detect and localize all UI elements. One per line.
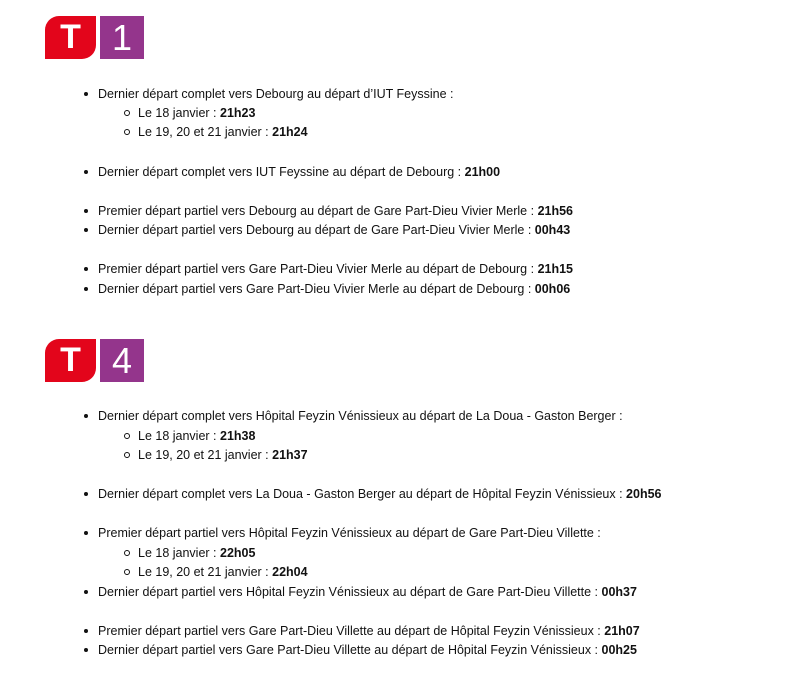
list-item: Dernier départ partiel vers Debourg au départ de Gare Part-Dieu Vivier Merle : 00h43 <box>98 223 571 237</box>
sub-list-item: Le 19, 20 et 21 janvier : 21h24 <box>138 125 308 139</box>
tram-mode-icon: T <box>45 16 96 59</box>
sub-list-item: Le 19, 20 et 21 janvier : 21h37 <box>138 448 308 462</box>
line-number: 1 <box>100 16 144 59</box>
tram-mode-icon: T <box>45 339 96 382</box>
list-item: Premier départ partiel vers Debourg au départ de Gare Part-Dieu Vivier Merle : 21h56 <box>98 204 574 218</box>
list-item: Dernier départ complet vers IUT Feyssine au départ de Debourg : 21h00 <box>98 165 501 179</box>
list-item: Premier départ partiel vers Gare Part-Dieu Vivier Merle au départ de Debourg : 21h15 <box>98 262 574 276</box>
list-item: Dernier départ complet vers La Doua - Gaston Berger au départ de Hôpital Feyzin Vénissieux : 20h56 <box>98 487 662 501</box>
list-item: Dernier départ complet vers Debourg au départ d’IUT Feyssine : <box>98 87 454 101</box>
sub-list-item: Le 18 janvier : 21h38 <box>138 429 256 443</box>
list-item: Dernier départ partiel vers Gare Part-Dieu Vivier Merle au départ de Debourg : 00h06 <box>98 282 571 296</box>
line-number: 4 <box>100 339 144 382</box>
sub-list-item: Le 18 janvier : 22h05 <box>138 546 256 560</box>
sub-list-item: Le 19, 20 et 21 janvier : 22h04 <box>138 565 308 579</box>
list-item: Premier départ partiel vers Hôpital Feyzin Vénissieux au départ de Gare Part-Dieu Villette : <box>98 526 601 540</box>
list-item: Premier départ partiel vers Gare Part-Dieu Villette au départ de Hôpital Feyzin Vénissieux : 21h07 <box>98 624 640 638</box>
list-item: Dernier départ partiel vers Hôpital Feyzin Vénissieux au départ de Gare Part-Dieu Villette : 00h37 <box>98 585 637 599</box>
list-item: Dernier départ partiel vers Gare Part-Dieu Villette au départ de Hôpital Feyzin Vénissieux : 00h25 <box>98 643 637 657</box>
list-item: Dernier départ complet vers Hôpital Feyzin Vénissieux au départ de La Doua - Gaston Berger : <box>98 409 623 423</box>
sub-list-item: Le 18 janvier : 21h23 <box>138 106 256 120</box>
tram-line-t1-badge <box>45 16 144 59</box>
tram-line-t4-badge <box>45 339 144 382</box>
